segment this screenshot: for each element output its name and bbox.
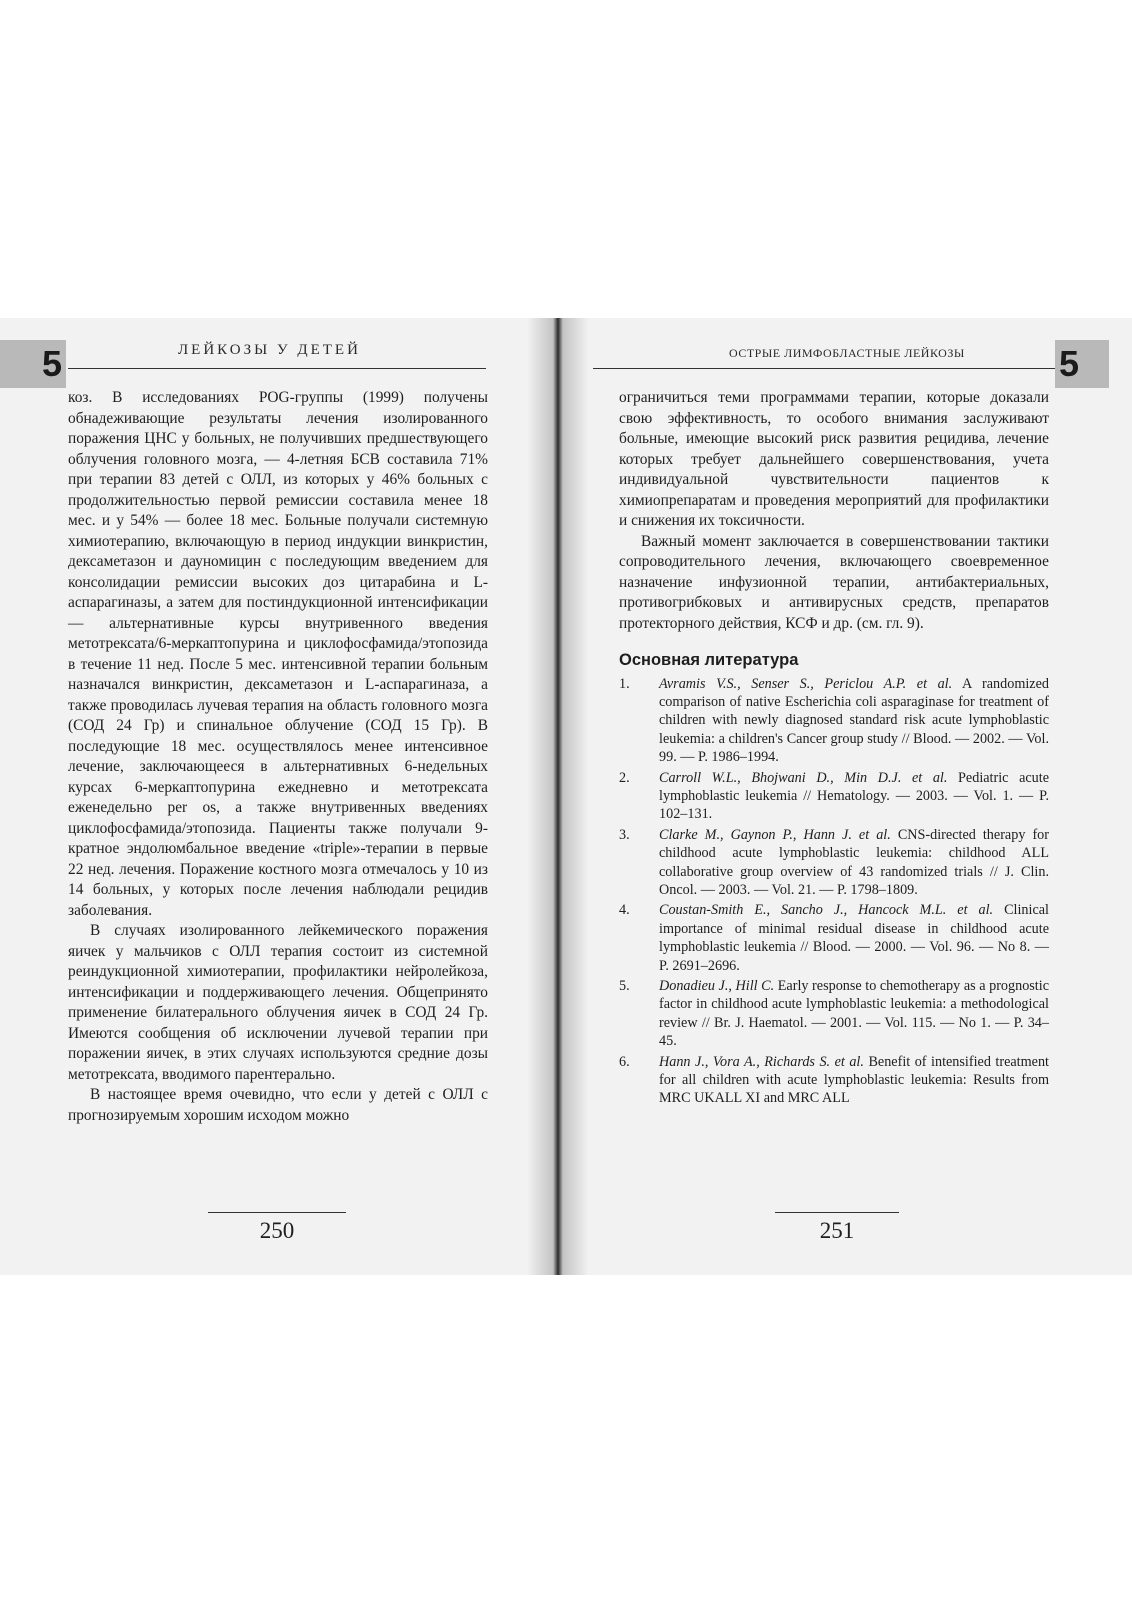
paragraph: В случаях изолированного лейкемического поражения яичек у мальчиков с ОЛЛ терапия состоит из системной реиндукционной химиотерапии, профилактики нейролейкоза, интенсификации и поддерживающего лечения. Общепринято применение билатерального облучения яичек в СОД 24 Гр. Имеются сообщения об исключении лучевой терапии при поражении яичек, в этих случаях используются средние дозы метотрексата, вводимого парентерально.: [68, 922, 488, 1083]
reference-list: [619, 675, 1049, 1108]
reference-number: 6.: [619, 1053, 630, 1070]
paragraph: коз. В исследованиях POG-группы (1999) получены обнадеживающие результаты лечения изолированного поражения ЦНС у больных, не получивших предшествующего облучения головного мозга, — 4-летняя БСВ составила 71% при терапии 83 детей с ОЛЛ, из которых у 46% больных с продолжительностью первой ремиссии составила менее 18 мес. и у 54% — более 18 мес. Больные получали системную химиотерапию, включающую в период индукции винкристин, дексаметазон и дауномицин с последующим введением для консолидации ремиссии высоких доз цитарабина и L-аспарагиназы, а затем для постиндукционной интенсификации — альтернативные курсы внутривенного введения метотрексата/6-меркаптопурина и циклофосфамида/этопозида в течение 11 нед. После 5 мес. интенсивной терапии больным назначался винкристин, дексаметазон и L-аспарагиназа, а также проводилась лучевая терапия на область головного мозга (СОД 24 Гр) и спинальное облучение (СОД 15 Гр). В последующие 18 мес. осуществлялось менее интенсивное лечение, заключающееся в альтернативных 6-недельных курсах 6-меркаптопурина ежедневно и метотрексата еженедельно per os, а также внутривенных введениях циклофосфамида/этопозида. Пациенты также получали 9-кратное эндолюмбальное введение «triple»-терапии в первые 22 нед. лечения. Поражение костного мозга отмечалось у 10 из 14 больных, у которых после лечения наблюдали рецидив заболевания.: [68, 389, 488, 919]
reference-details: CNS-directed therapy for childhood acute lymphoblastic leukemia: childhood ALL collaborative group overview of 43 randomized trials // J. Clin. Oncol. — 2003. — Vol. 21. — P. 1798–1809.: [659, 826, 1049, 898]
reference-item: [619, 901, 1049, 975]
reference-text: [659, 901, 1049, 975]
reference-text: [659, 675, 1049, 767]
section-title: Основная литература: [619, 651, 799, 669]
running-head: ЛЕЙКОЗЫ У ДЕТЕЙ: [178, 342, 361, 358]
reference-number: 1.: [619, 675, 630, 692]
reference-authors: Carroll W.L., Bhojwani D., Min D.J. et al.: [659, 769, 948, 786]
reference-item: [619, 826, 1049, 900]
reference-authors: Avramis V.S., Senser S., Periclou A.P. et al.: [659, 675, 953, 692]
header-rule: [593, 368, 1055, 369]
reference-details: A randomized comparison of native Escherichia coli asparaginase for treatment of children with newly diagnosed standard risk acute lymphoblastic leukemia: a children's Cancer group study // Blood. — 2002. — Vol. 99. — P. 1986–1994.: [659, 675, 1049, 766]
reference-number: 5.: [619, 978, 630, 994]
reference-number: 2.: [619, 769, 630, 786]
reference-details: Clinical importance of minimal residual disease in childhood acute lymphoblastic leukemia // Blood. — 2000. — Vol. 96. — No 8. — P. 2691–2696.: [659, 902, 1049, 974]
book-gutter: [527, 318, 589, 1275]
chapter-tab: 5: [0, 340, 66, 388]
left-page: [0, 318, 527, 1275]
reference-details: Early response to chemotherapy as a prognostic factor in childhood acute lymphoblastic leukemia: a methodological review // Br. J. Haematol. — 2001. — Vol. 115. — No 1. — P. 34–45.: [659, 978, 1049, 1050]
page-number: 251: [819, 1218, 855, 1243]
reference-details: Pediatric acute lymphoblastic leukemia // Hematology. — 2003. — Vol. 1. — P. 102–131.: [659, 769, 1049, 823]
reference-text: [659, 977, 1049, 1051]
page-number: 250: [259, 1218, 295, 1243]
reference-authors: Clarke M., Gaynon P., Hann J. et al.: [659, 826, 891, 843]
chapter-tab: 5: [1055, 340, 1109, 388]
reference-authors: Hann J., Vora A., Richards S. et al.: [659, 1053, 864, 1070]
reference-text: [659, 1053, 1049, 1108]
reference-item: [619, 675, 1049, 767]
footer-rule: [775, 1212, 899, 1213]
reference-item: [619, 769, 1049, 824]
book-spread: [0, 318, 1132, 1275]
paragraph: В настоящее время очевидно, что если у детей с ОЛЛ с прогнозируемым хорошим исходом можно: [68, 1086, 488, 1124]
reference-number: 3.: [619, 826, 630, 843]
footer-rule: [208, 1212, 346, 1213]
reference-text: [659, 769, 1049, 824]
body-text: [68, 388, 488, 1126]
reference-item: [619, 1053, 1049, 1108]
header-rule: [68, 368, 486, 369]
reference-details: Benefit of intensified treatment for all children with acute lymphoblastic leukemia: Results from MRC UKALL XI and MRC ALL: [659, 1053, 1049, 1107]
body-text: [619, 388, 1049, 1110]
paragraph: Важный момент заключается в совершенствовании тактики сопроводительного лечения, включающего своевременное назначение инфузионной терапии, антибактериальных, противогрибковых и антивирусных средств, препаратов протекторного действия, КСФ и др. (см. гл. 9).: [619, 532, 1049, 632]
reference-authors: Donadieu J., Hill C.: [659, 978, 775, 994]
reference-number: 4.: [619, 902, 630, 919]
reference-item: [619, 977, 1049, 1051]
reference-text: [659, 826, 1049, 900]
reference-authors: Coustan-Smith E., Sancho J., Hancock M.L. et al.: [659, 902, 994, 919]
paragraph: ограничиться теми программами терапии, которые доказали свою эффективность, то особого внимания заслуживают больные, имеющие высокий риск развития рецидива, лечение которых требует дальнейшего совершенствования, учета индивидуальной чувствительности пациентов к химиопрепаратам и проведения мероприятий для профилактики и снижения их токсичности.: [619, 389, 1049, 529]
running-head: ОСТРЫЕ ЛИМФОБЛАСТНЫЕ ЛЕЙКОЗЫ: [729, 346, 965, 360]
right-page: [589, 318, 1132, 1275]
